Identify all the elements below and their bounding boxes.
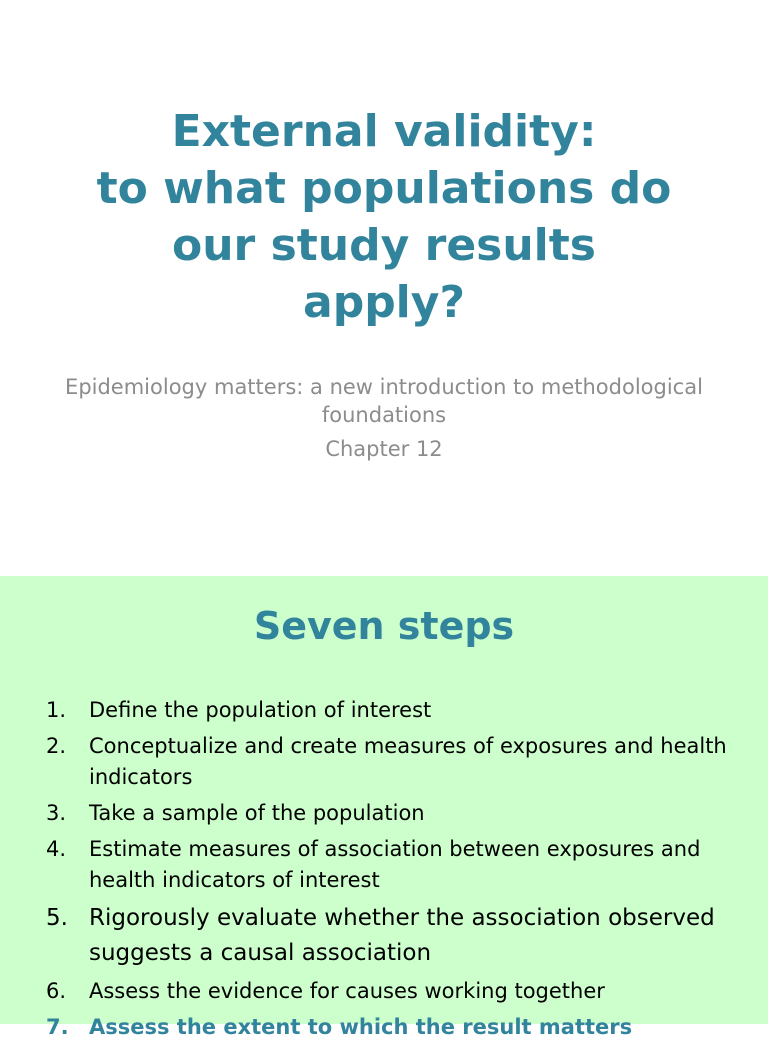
step-number: 7.: [46, 1015, 69, 1039]
step-number: 4.: [46, 837, 67, 861]
step-item-2: [0, 731, 768, 793]
slide-title-line: apply?: [303, 277, 465, 328]
chapter-label: Chapter 12: [325, 437, 443, 461]
step-number: 2.: [46, 734, 67, 758]
seven-steps-slide: [0, 576, 768, 1039]
step-text: Assess the extent to which the result matters: [89, 1015, 633, 1039]
step-text: Take a sample of the population: [89, 801, 425, 825]
steps-list: [0, 695, 768, 1048]
step-item-3: [0, 798, 768, 829]
step-number: 3.: [46, 801, 67, 825]
slide-title: [0, 103, 768, 331]
step-item-1: [0, 695, 768, 726]
step-item-6: [0, 976, 768, 1007]
step-text: Conceptualize and create measures of exposures and health indicators: [89, 734, 727, 789]
step-text: Define the population of interest: [89, 698, 432, 722]
step-text: Assess the evidence for causes working together: [89, 979, 605, 1003]
step-text: Estimate measures of association between exposures and health indicators of interest: [89, 837, 701, 892]
step-text: Rigorously evaluate whether the association observed suggests a causal association: [89, 905, 715, 966]
step-item-4: [0, 834, 768, 896]
steps-title: Seven steps: [253, 604, 515, 648]
step-number: 1.: [46, 698, 67, 722]
slide-title-line: our study results: [172, 220, 596, 271]
step-number: 6.: [46, 979, 67, 1003]
slide-subtitle: Epidemiology matters: a new introduction to methodological foundations: [65, 375, 703, 427]
step-number: 5.: [46, 905, 68, 931]
slide-title-line: External validity:: [171, 106, 597, 157]
step-item-5: [0, 901, 768, 971]
slide-title-line: to what populations do: [96, 163, 672, 214]
step-item-7: [0, 1012, 768, 1043]
